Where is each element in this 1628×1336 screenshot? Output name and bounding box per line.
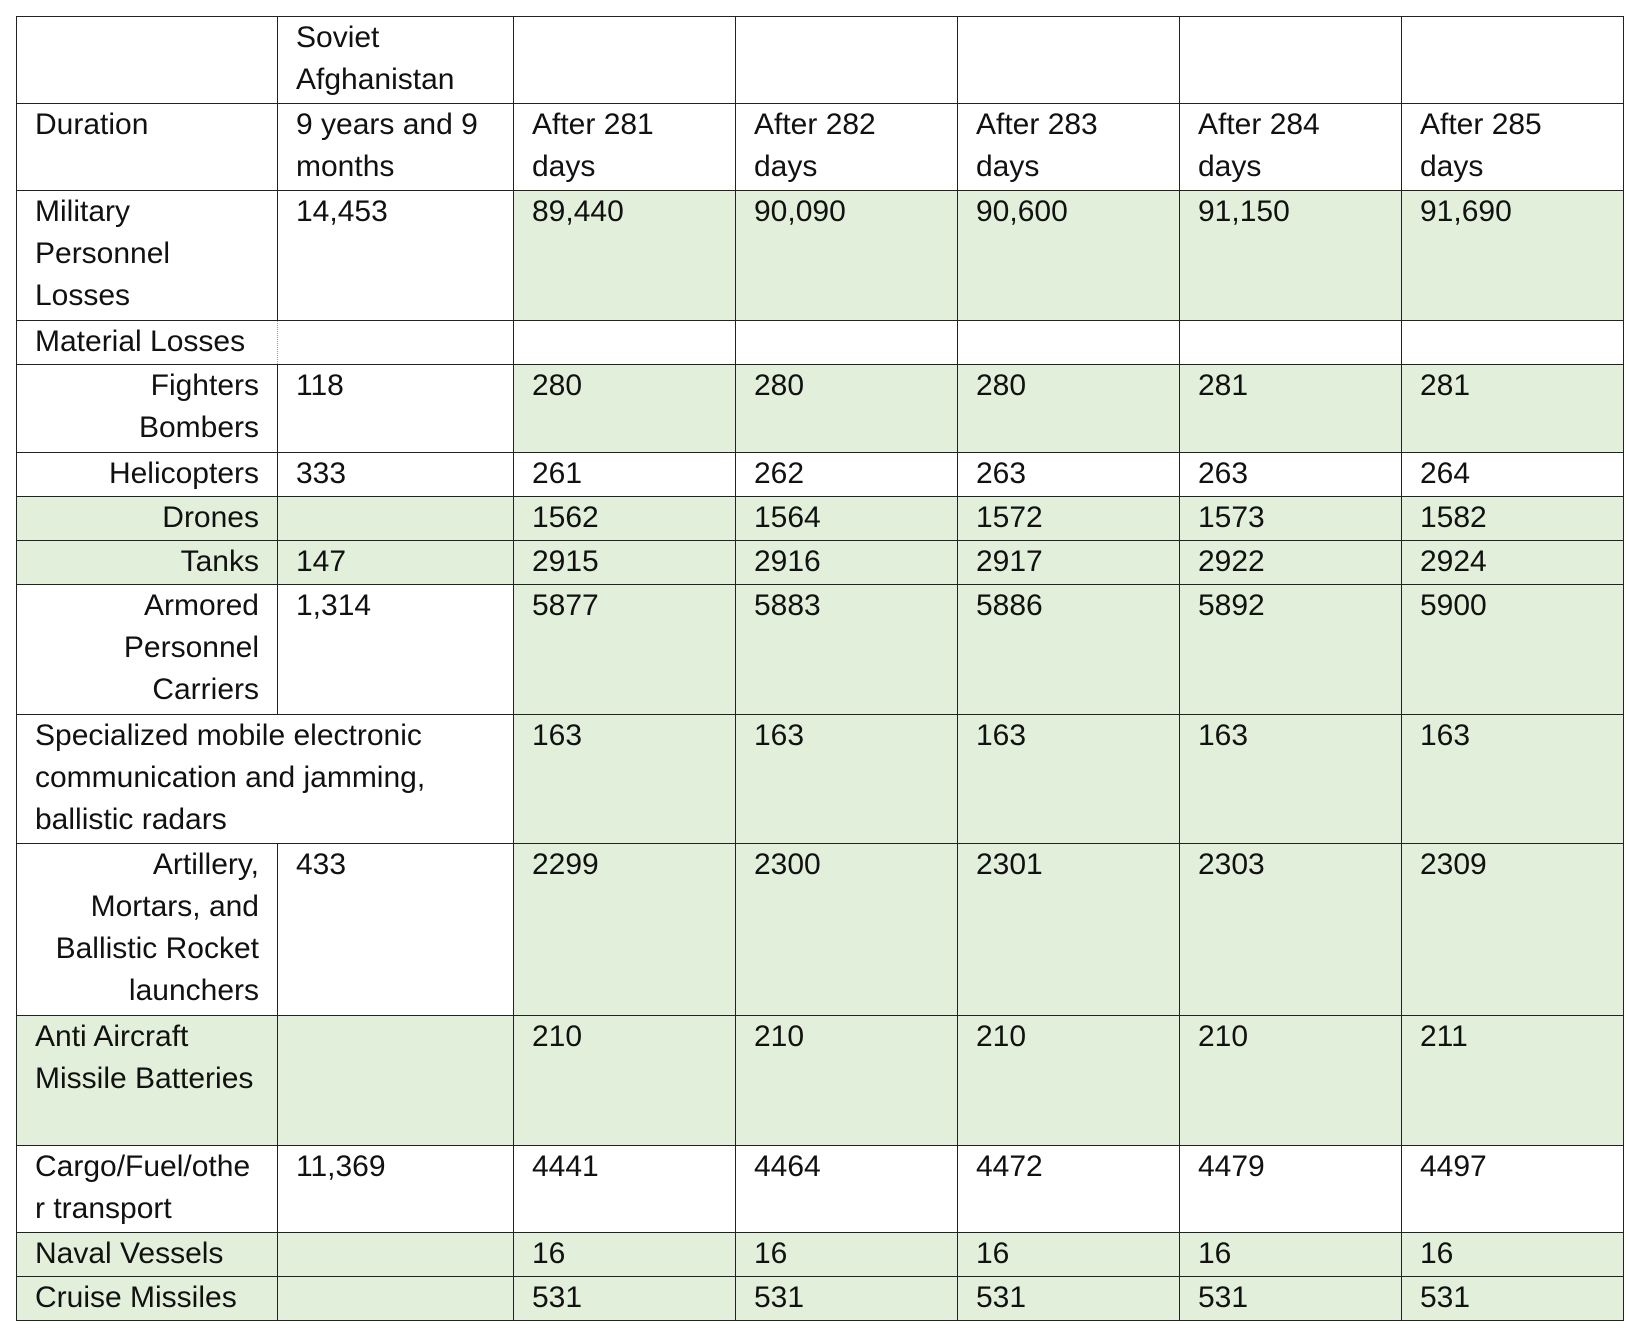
value-cell: 281 xyxy=(1402,365,1624,453)
value-cell xyxy=(278,497,514,541)
value-cell: 89,440 xyxy=(514,191,736,321)
value-cell: 2916 xyxy=(736,541,958,585)
header-cell-blank xyxy=(736,17,958,104)
value-cell: 163 xyxy=(1402,715,1624,844)
value-cell: 14,453 xyxy=(278,191,514,321)
value-cell: 2915 xyxy=(514,541,736,585)
value-cell: 264 xyxy=(1402,453,1624,497)
value-cell: 118 xyxy=(278,365,514,453)
value-cell: 211 xyxy=(1402,1016,1624,1146)
value-cell: 2917 xyxy=(958,541,1180,585)
value-cell: 210 xyxy=(958,1016,1180,1146)
table-row-fighters-bombers xyxy=(17,365,1624,453)
row-label: Armored Personnel Carriers xyxy=(17,585,278,715)
value-cell: 1564 xyxy=(736,497,958,541)
value-cell: 5900 xyxy=(1402,585,1624,715)
value-cell: 5886 xyxy=(958,585,1180,715)
value-cell: 531 xyxy=(958,1277,1180,1321)
header-row xyxy=(17,17,1624,104)
row-label: Tanks xyxy=(17,541,278,585)
value-cell: 280 xyxy=(736,365,958,453)
value-cell: 11,369 xyxy=(278,1146,514,1233)
value-cell: 531 xyxy=(1180,1277,1402,1321)
value-cell: 163 xyxy=(514,715,736,844)
value-cell: 263 xyxy=(1180,453,1402,497)
value-cell: 2922 xyxy=(1180,541,1402,585)
value-cell: 16 xyxy=(1402,1233,1624,1277)
header-cell-blank xyxy=(17,17,278,104)
value-cell: 16 xyxy=(514,1233,736,1277)
table-row-armored-personnel-carriers xyxy=(17,585,1624,715)
table-row-helicopters xyxy=(17,453,1624,497)
header-cell-blank xyxy=(514,17,736,104)
value-cell: 2301 xyxy=(958,844,1180,1016)
value-cell: 280 xyxy=(958,365,1180,453)
value-cell: 1573 xyxy=(1180,497,1402,541)
value-cell: 91,690 xyxy=(1402,191,1624,321)
table-row-naval-vessels xyxy=(17,1233,1624,1277)
duration-cell: After 285 days xyxy=(1402,104,1624,191)
row-label: Anti Aircraft Missile Batteries xyxy=(17,1016,278,1146)
table-row-drones xyxy=(17,497,1624,541)
value-cell: 147 xyxy=(278,541,514,585)
value-cell: 262 xyxy=(736,453,958,497)
table-row-anti-aircraft xyxy=(17,1016,1624,1146)
value-cell: 263 xyxy=(958,453,1180,497)
row-label: Specialized mobile electronic communication and jamming, ballistic radars xyxy=(17,715,514,844)
value-cell: 210 xyxy=(514,1016,736,1146)
value-cell: 1,314 xyxy=(278,585,514,715)
duration-cell: After 284 days xyxy=(1180,104,1402,191)
value-cell: 2924 xyxy=(1402,541,1624,585)
duration-label: Duration xyxy=(17,104,278,191)
value-cell: 531 xyxy=(736,1277,958,1321)
value-cell: 433 xyxy=(278,844,514,1016)
table-row-cruise-missiles xyxy=(17,1277,1624,1321)
table-row-tanks xyxy=(17,541,1624,585)
section-label: Material Losses xyxy=(17,321,278,365)
value-cell: 2309 xyxy=(1402,844,1624,1016)
value-cell: 5892 xyxy=(1180,585,1402,715)
value-cell: 280 xyxy=(514,365,736,453)
header-cell-blank xyxy=(1180,17,1402,104)
value-cell: 4464 xyxy=(736,1146,958,1233)
value-cell: 2303 xyxy=(1180,844,1402,1016)
duration-cell: After 281 days xyxy=(514,104,736,191)
header-cell-soviet-afghanistan: Soviet Afghanistan xyxy=(278,17,514,104)
table-row-cargo-transport xyxy=(17,1146,1624,1233)
row-label: Cruise Missiles xyxy=(17,1277,278,1321)
value-cell xyxy=(278,1277,514,1321)
value-cell: 333 xyxy=(278,453,514,497)
value-cell: 91,150 xyxy=(1180,191,1402,321)
row-label: Cargo/Fuel/other transport xyxy=(17,1146,278,1233)
row-label: Artillery, Mortars, and Ballistic Rocket launchers xyxy=(17,844,278,1016)
row-label: Military Personnel Losses xyxy=(17,191,278,321)
duration-row xyxy=(17,104,1624,191)
losses-table xyxy=(16,16,1624,1321)
table-row-personnel xyxy=(17,191,1624,321)
table-row-specialized-electronic xyxy=(17,715,1624,844)
duration-cell: 9 years and 9 months xyxy=(278,104,514,191)
row-label: Drones xyxy=(17,497,278,541)
value-cell xyxy=(278,1016,514,1146)
value-cell xyxy=(278,1233,514,1277)
value-cell: 4497 xyxy=(1402,1146,1624,1233)
row-label: Helicopters xyxy=(17,453,278,497)
row-label: Naval Vessels xyxy=(17,1233,278,1277)
value-cell: 2300 xyxy=(736,844,958,1016)
value-cell: 163 xyxy=(1180,715,1402,844)
value-cell: 163 xyxy=(958,715,1180,844)
value-cell: 531 xyxy=(514,1277,736,1321)
value-cell: 1572 xyxy=(958,497,1180,541)
value-cell: 5877 xyxy=(514,585,736,715)
value-cell: 16 xyxy=(1180,1233,1402,1277)
value-cell: 261 xyxy=(514,453,736,497)
value-cell: 16 xyxy=(736,1233,958,1277)
value-cell: 1562 xyxy=(514,497,736,541)
value-cell: 90,090 xyxy=(736,191,958,321)
value-cell: 281 xyxy=(1180,365,1402,453)
value-cell: 5883 xyxy=(736,585,958,715)
header-cell-blank xyxy=(958,17,1180,104)
value-cell: 531 xyxy=(1402,1277,1624,1321)
value-cell: 16 xyxy=(958,1233,1180,1277)
value-cell: 4472 xyxy=(958,1146,1180,1233)
value-cell: 4479 xyxy=(1180,1146,1402,1233)
section-row-material-losses xyxy=(17,321,1624,365)
value-cell: 4441 xyxy=(514,1146,736,1233)
header-cell-blank xyxy=(1402,17,1624,104)
value-cell: 1582 xyxy=(1402,497,1624,541)
value-cell: 210 xyxy=(736,1016,958,1146)
table-row-artillery xyxy=(17,844,1624,1016)
value-cell: 163 xyxy=(736,715,958,844)
row-label: Fighters Bombers xyxy=(17,365,278,453)
value-cell: 90,600 xyxy=(958,191,1180,321)
value-cell: 210 xyxy=(1180,1016,1402,1146)
duration-cell: After 282 days xyxy=(736,104,958,191)
value-cell: 2299 xyxy=(514,844,736,1016)
duration-cell: After 283 days xyxy=(958,104,1180,191)
